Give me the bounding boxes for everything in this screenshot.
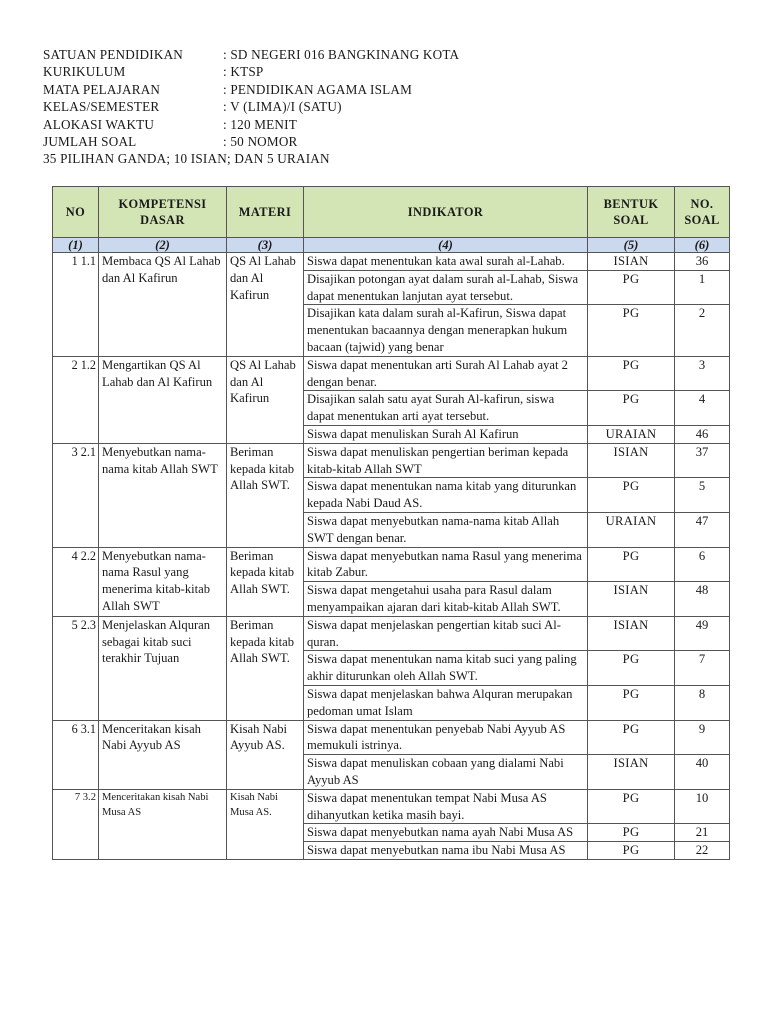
materi-cell: QS Al Lahab dan Al Kafirun [227, 356, 304, 443]
indikator-cell: Siswa dapat menyebutkan nama ayah Nabi Musa AS [304, 824, 588, 842]
bentuk-soal-cell: PG [588, 270, 675, 305]
kompetensi-dasar-cell: Mengartikan QS Al Lahab dan Al Kafirun [99, 356, 227, 443]
indikator-cell: Disajikan salah satu ayat Surah Al-kafirun, siswa dapat menentukan arti ayat tersebut. [304, 391, 588, 426]
materi-cell: Beriman kepada kitab Allah SWT. [227, 616, 304, 720]
header-row [43, 46, 459, 63]
indikator-cell: Siswa dapat menuliskan pengertian beriman kepada kitab-kitab Allah SWT [304, 443, 588, 478]
bentuk-soal-cell: PG [588, 305, 675, 356]
no-soal-cell: 48 [675, 582, 730, 617]
column-number-row [53, 238, 730, 253]
bentuk-soal-cell: PG [588, 651, 675, 686]
table-row [53, 789, 730, 824]
header-indikator: INDIKATOR [304, 187, 588, 238]
indikator-cell: Disajikan kata dalam surah al-Kafirun, Siswa dapat menentukan bacaannya dengan menerapkan hukum bacaan (tajwid) yang benar [304, 305, 588, 356]
bentuk-soal-cell: ISIAN [588, 616, 675, 651]
indikator-cell: Siswa dapat menentukan tempat Nabi Musa AS dihanyutkan ketika masih bayi. [304, 789, 588, 824]
no-soal-cell: 5 [675, 478, 730, 513]
bentuk-soal-cell: PG [588, 842, 675, 860]
indikator-cell: Siswa dapat menentukan penyebab Nabi Ayyub AS memukuli istrinya. [304, 720, 588, 755]
indikator-cell: Siswa dapat menuliskan cobaan yang dialami Nabi Ayyub AS [304, 755, 588, 790]
header-value: : 120 MENIT [223, 116, 297, 132]
indikator-cell: Siswa dapat menentukan arti Surah Al Lahab ayat 2 dengan benar. [304, 356, 588, 391]
column-number: (6) [675, 238, 730, 253]
indikator-cell: Siswa dapat menyebutkan nama ibu Nabi Musa AS [304, 842, 588, 860]
column-number: (1) [53, 238, 99, 253]
bentuk-soal-cell: URAIAN [588, 512, 675, 547]
no-soal-cell: 2 [675, 305, 730, 356]
header-row [43, 63, 459, 80]
row-number-cell: 7 3.2 [53, 789, 99, 859]
indikator-cell: Siswa dapat mengetahui usaha para Rasul dalam menyampaikan ajaran dari kitab-kitab Allah SWT. [304, 582, 588, 617]
bentuk-soal-cell: PG [588, 391, 675, 426]
header-label: MATA PELAJARAN [43, 81, 161, 97]
bentuk-soal-cell: PG [588, 478, 675, 513]
header-value: : 50 NOMOR [223, 134, 298, 150]
no-soal-cell: 10 [675, 789, 730, 824]
table-row [53, 616, 730, 651]
header-value: : PENDIDIKAN AGAMA ISLAM [223, 81, 413, 97]
bentuk-soal-cell: ISIAN [588, 253, 675, 271]
materi-cell: Kisah Nabi Musa AS. [227, 789, 304, 859]
no-soal-cell: 9 [675, 720, 730, 755]
row-number-cell: 5 2.3 [53, 616, 99, 720]
no-soal-cell: 37 [675, 443, 730, 478]
column-number: (5) [588, 238, 675, 253]
materi-cell: QS Al Lahab dan Al Kafirun [227, 253, 304, 357]
kompetensi-dasar-cell: Menceritakan kisah Nabi Musa AS [99, 789, 227, 859]
header-label: KELAS/SEMESTER [43, 99, 160, 115]
row-number-cell: 2 1.2 [53, 356, 99, 443]
materi-cell: Kisah Nabi Ayyub AS. [227, 720, 304, 789]
row-number-cell: 3 2.1 [53, 443, 99, 547]
indikator-cell: Siswa dapat menuliskan Surah Al Kafirun [304, 425, 588, 443]
header-label: JUMLAH SOAL [43, 134, 137, 150]
header-no: NO [53, 187, 99, 238]
kisi-kisi-table [52, 186, 730, 860]
bentuk-soal-cell: PG [588, 720, 675, 755]
no-soal-cell: 49 [675, 616, 730, 651]
column-number: (2) [99, 238, 227, 253]
column-number: (4) [304, 238, 588, 253]
indikator-cell: Siswa dapat menyebutkan nama Rasul yang menerima kitab Zabur. [304, 547, 588, 582]
indikator-cell: Disajikan potongan ayat dalam surah al-Lahab, Siswa dapat menentukan lanjutan ayat tersebut. [304, 270, 588, 305]
row-number-cell: 6 3.1 [53, 720, 99, 789]
table-row [53, 720, 730, 755]
header-row [43, 98, 459, 115]
row-number-cell: 4 2.2 [53, 547, 99, 616]
no-soal-cell: 36 [675, 253, 730, 271]
header-value: : V (LIMA)/I (SATU) [223, 99, 342, 115]
header-materi: MATERI [227, 187, 304, 238]
header-row [43, 133, 459, 150]
table-row [53, 253, 730, 271]
header-bentuk-soal: BENTUK SOAL [588, 187, 675, 238]
bentuk-soal-cell: PG [588, 824, 675, 842]
header-row [43, 116, 459, 133]
no-soal-cell: 1 [675, 270, 730, 305]
header-label: KURIKULUM [43, 64, 126, 80]
header-value: : SD NEGERI 016 BANGKINANG KOTA [223, 47, 460, 62]
header-label: ALOKASI WAKTU [43, 116, 155, 132]
table-row [53, 356, 730, 391]
kompetensi-dasar-cell: Membaca QS Al Lahab dan Al Kafirun [99, 253, 227, 357]
materi-cell: Beriman kepada kitab Allah SWT. [227, 547, 304, 616]
no-soal-cell: 47 [675, 512, 730, 547]
kompetensi-dasar-cell: Menceritakan kisah Nabi Ayyub AS [99, 720, 227, 789]
materi-cell: Beriman kepada kitab Allah SWT. [227, 443, 304, 547]
header-no-soal: NO. SOAL [675, 187, 730, 238]
indikator-cell: Siswa dapat menjelaskan pengertian kitab suci Al-quran. [304, 616, 588, 651]
no-soal-cell: 21 [675, 824, 730, 842]
document-header [43, 46, 459, 168]
kompetensi-dasar-cell: Menyebutkan nama-nama kitab Allah SWT [99, 443, 227, 547]
column-number: (3) [227, 238, 304, 253]
header-label: SATUAN PENDIDIKAN [43, 47, 184, 62]
no-soal-cell: 6 [675, 547, 730, 582]
bentuk-soal-cell: PG [588, 356, 675, 391]
indikator-cell: Siswa dapat menjelaskan bahwa Alquran merupakan pedoman umat Islam [304, 685, 588, 720]
indikator-cell: Siswa dapat menentukan nama kitab suci yang paling akhir diturunkan oleh Allah SWT. [304, 651, 588, 686]
no-soal-cell: 3 [675, 356, 730, 391]
header-value: : KTSP [223, 64, 264, 80]
no-soal-cell: 46 [675, 425, 730, 443]
bentuk-soal-cell: PG [588, 789, 675, 824]
bentuk-soal-cell: ISIAN [588, 443, 675, 478]
kompetensi-dasar-cell: Menjelaskan Alquran sebagai kitab suci terakhir Tujuan [99, 616, 227, 720]
table-header-row [53, 187, 730, 238]
header-kompetensi-dasar: KOMPETENSI DASAR [99, 187, 227, 238]
no-soal-cell: 7 [675, 651, 730, 686]
row-number-cell: 1 1.1 [53, 253, 99, 357]
bentuk-soal-cell: PG [588, 685, 675, 720]
table-row [53, 443, 730, 478]
no-soal-cell: 4 [675, 391, 730, 426]
no-soal-cell: 40 [675, 755, 730, 790]
bentuk-soal-cell: URAIAN [588, 425, 675, 443]
indikator-cell: Siswa dapat menyebutkan nama-nama kitab Allah SWT dengan benar. [304, 512, 588, 547]
no-soal-cell: 8 [675, 685, 730, 720]
bentuk-soal-cell: ISIAN [588, 582, 675, 617]
header-row [43, 81, 459, 98]
no-soal-cell: 22 [675, 842, 730, 860]
table-body [53, 253, 730, 860]
question-summary: 35 PILIHAN GANDA; 10 ISIAN; DAN 5 URAIAN [43, 151, 330, 167]
bentuk-soal-cell: ISIAN [588, 755, 675, 790]
indikator-cell: Siswa dapat menentukan nama kitab yang diturunkan kepada Nabi Daud AS. [304, 478, 588, 513]
table-row [53, 547, 730, 582]
indikator-cell: Siswa dapat menentukan kata awal surah al-Lahab. [304, 253, 588, 271]
bentuk-soal-cell: PG [588, 547, 675, 582]
kompetensi-dasar-cell: Menyebutkan nama-nama Rasul yang menerima kitab-kitab Allah SWT [99, 547, 227, 616]
